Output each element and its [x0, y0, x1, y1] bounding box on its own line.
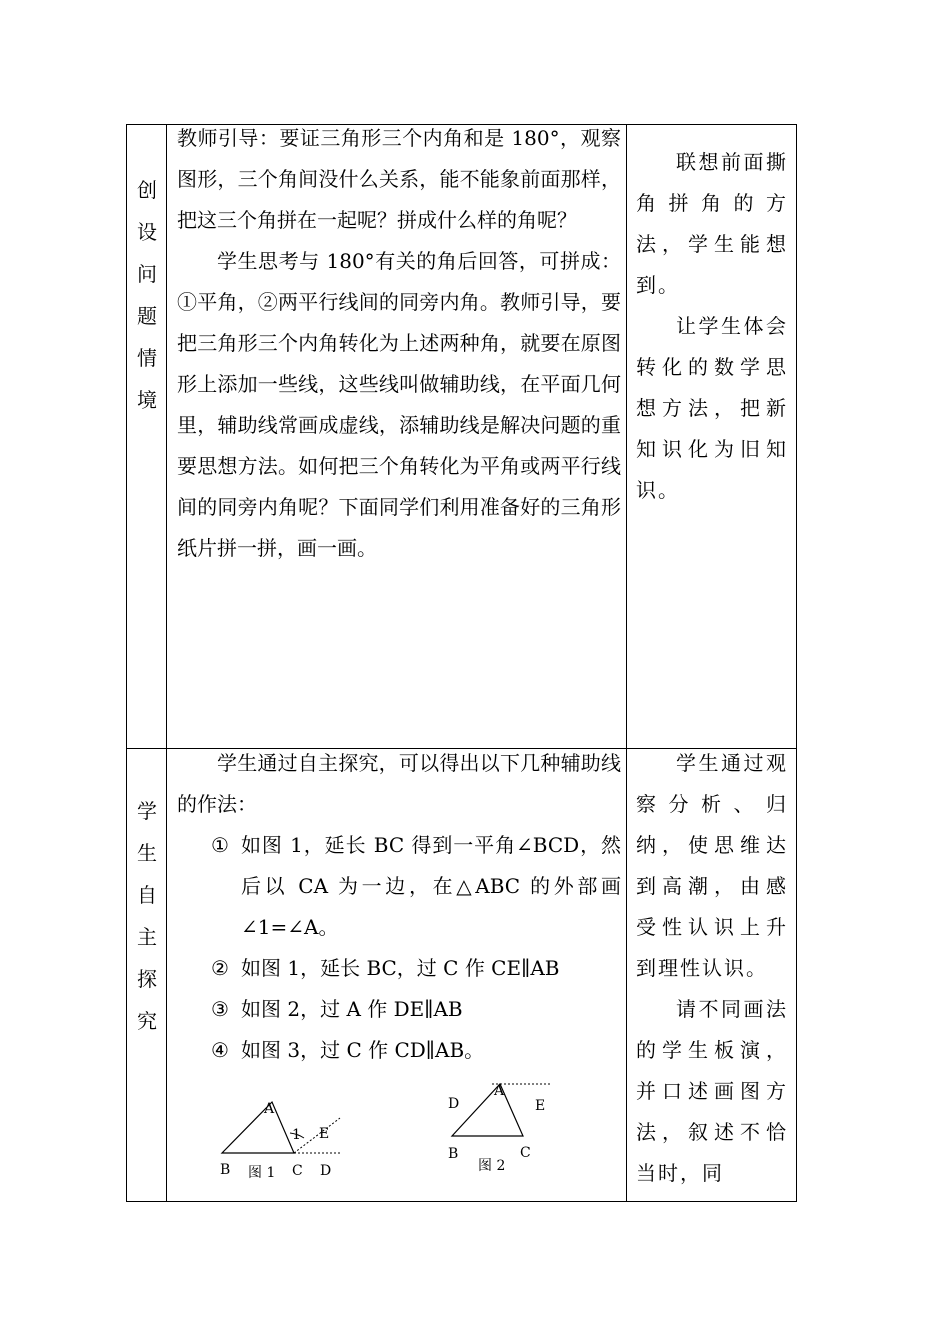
label-d: D — [448, 1096, 460, 1112]
figure-1 — [212, 1090, 352, 1185]
label-a: A — [264, 1101, 275, 1117]
row2-label: 学 生 自 主 探 究 — [137, 799, 157, 1033]
row1-paragraph: 学生思考与 180°有关的角后回答，可拼成：①平角，②两平行线间的同旁内角。教师引导，要把三角形三个内角转化为上述两种角，就要在原图形上添加一些线，这些线叫做辅助线，在平面几何里，辅助线常画成虚线，添辅助线是解决问题的重要思想方法。如何把三个角转化为平角或两平行线间的同旁内角呢？下面同学们利用准备好的三角形纸片拼一拼，画一画。 — [177, 249, 621, 560]
row1-label: 创 设 问 题 情 境 — [137, 178, 157, 412]
figure-2 — [445, 1077, 565, 1177]
row2-content — [177, 743, 621, 1071]
row1-note: 联想前面撕角拼角的方法，学生能想到。 — [636, 150, 788, 297]
label-b: B — [448, 1146, 459, 1162]
lesson-table — [126, 124, 797, 1202]
label-c: C — [520, 1145, 531, 1161]
figure-2-caption: 图 2 — [478, 1158, 506, 1174]
row1-note: 让学生体会转化的数学思想方法，把新知识化为旧知识。 — [636, 314, 788, 502]
column-divider-2 — [626, 125, 627, 1201]
row2-item: ① 如图 1，延长 BC 得到一平角∠BCD，然后以 CA 为一边，在△ABC 的外部画∠1=∠A。 — [211, 833, 621, 939]
label-e: E — [535, 1098, 546, 1114]
label-a: A — [494, 1083, 505, 1099]
label-e: E — [319, 1126, 330, 1142]
label-c: C — [292, 1163, 303, 1179]
row2-note: 学生通过观察分析、归纳，使思维达到高潮，由感受性认识上升到理性认识。 — [636, 751, 788, 980]
triangle-abc — [452, 1084, 523, 1136]
row1-content — [177, 118, 621, 569]
label-d: D — [320, 1163, 332, 1179]
figure-1-caption: 图 1 — [248, 1165, 276, 1181]
row2-item: ② 如图 1，延长 BC，过 C 作 CE∥AB — [211, 956, 560, 980]
row2-item: ④ 如图 3，过 C 作 CD∥AB。 — [211, 1038, 485, 1062]
row1-notes — [636, 142, 788, 511]
row2-notes — [636, 743, 788, 1194]
label-angle-1: 1 — [292, 1127, 301, 1143]
row1-paragraph: 教师引导：要证三角形三个内角和是 180°，观察图形，三个角间没什么关系，能不能象前面那样，把这三个角拼在一起呢？拼成什么样的角呢？ — [177, 126, 621, 232]
row2-intro: 学生通过自主探究，可以得出以下几种辅助线的作法： — [177, 751, 621, 816]
row2-item: ③ 如图 2，过 A 作 DE∥AB — [211, 997, 463, 1021]
row2-note: 请不同画法的学生板演，并口述画图方法，叙述不恰当时，同 — [636, 997, 788, 1185]
triangle-abc — [222, 1102, 294, 1153]
label-b: B — [220, 1162, 231, 1178]
